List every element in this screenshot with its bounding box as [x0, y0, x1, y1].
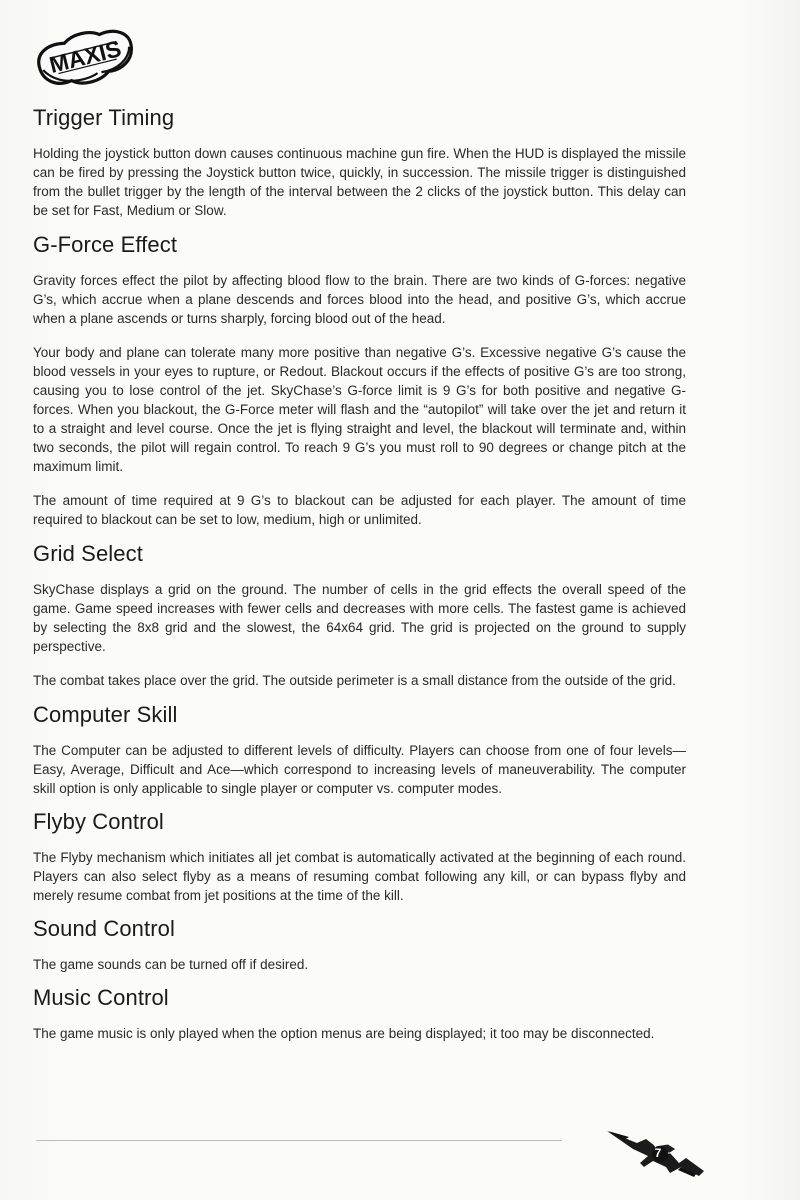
flyby-control-section — [33, 808, 686, 905]
section-heading: Music Control — [33, 985, 169, 1010]
section-paragraph: The Computer can be adjusted to different levels of difficulty. Players can choose from one of four levels—Easy, Average, Difficult and Ace—which correspond to increasing levels of maneuverability. The computer skill option is only applicable to single player or computer vs. computer modes. — [33, 743, 686, 796]
page-content — [33, 104, 686, 1043]
page-number: 7 — [654, 1146, 662, 1160]
music-control-section — [33, 984, 686, 1043]
g-force-effect-section — [33, 231, 686, 529]
grid-select-section — [33, 540, 686, 690]
section-paragraph: The Flyby mechanism which initiates all jet combat is automatically activated at the beginning of each round. Players can also select flyby as a means of resuming combat following any kill, or can bypass flyby and merely resume combat from jet positions at the time of the kill. — [33, 850, 686, 903]
sound-control-section — [33, 915, 686, 974]
section-paragraph: The amount of time required at 9 G’s to blackout can be adjusted for each player. The amount of time required to blackout can be set to low, medium, high or unlimited. — [33, 493, 686, 527]
section-paragraph: The game music is only played when the option menus are being displayed; it too may be disconnected. — [33, 1026, 655, 1041]
logo-text: MAXIS — [46, 35, 124, 79]
section-heading: G-Force Effect — [33, 232, 178, 257]
computer-skill-section — [33, 701, 686, 798]
footer-divider — [36, 1140, 562, 1141]
section-paragraph: Your body and plane can tolerate many more positive than negative G’s. Excessive negative G’s cause the blood vessels in your eyes to rupture, or Redout. Blackout occurs if the effects of positive G’s are too strong, causing you to lose control of the jet. SkyChase’s G-force limit is 9 G’s for both positive and negative G-forces. When you blackout, the G-Force meter will flash and the “autopilot” will take over the jet and return it to a straight and level course. Once the jet is flying straight and level, the blackout will terminate and, within two seconds, the pilot will regain control. To reach 9 G’s you must roll to 90 degrees or change pitch at the maximum limit. — [33, 345, 686, 474]
section-paragraph: Holding the joystick button down causes continuous machine gun fire. When the HUD is displayed the missile can be fired by pressing the Joystick button twice, quickly, in succession. The missile trigger is distinguished from the bullet trigger by the length of the interval between the 2 clicks of the joystick button. This delay can be set for Fast, Medium or Slow. — [33, 146, 686, 218]
section-paragraph: Gravity forces effect the pilot by affecting blood flow to the brain. There are two kinds of G-forces: negative G’s, which accrue when a plane descends and forces blood into the head, and positive G’s, which accrue when a plane ascends or turns sharply, forcing blood out of the head. — [33, 273, 686, 326]
section-paragraph: The combat takes place over the grid. The outside perimeter is a small distance from the outside of the grid. — [33, 673, 676, 688]
section-paragraph: The game sounds can be turned off if desired. — [33, 957, 309, 972]
section-paragraph: SkyChase displays a grid on the ground. The number of cells in the grid effects the overall speed of the game. Game speed increases with fewer cells and decreases with more cells. The fastest game is achieved by selecting the 8x8 grid and the slowest, the 64x64 grid. The grid is projected on the ground to supply perspective. — [33, 582, 686, 654]
section-heading: Trigger Timing — [33, 105, 175, 130]
section-heading: Computer Skill — [33, 702, 178, 727]
section-heading: Grid Select — [33, 541, 143, 566]
section-heading: Flyby Control — [33, 809, 164, 834]
maxis-logo-icon — [26, 26, 144, 94]
trigger-timing-section — [33, 104, 686, 220]
section-heading: Sound Control — [33, 916, 175, 941]
